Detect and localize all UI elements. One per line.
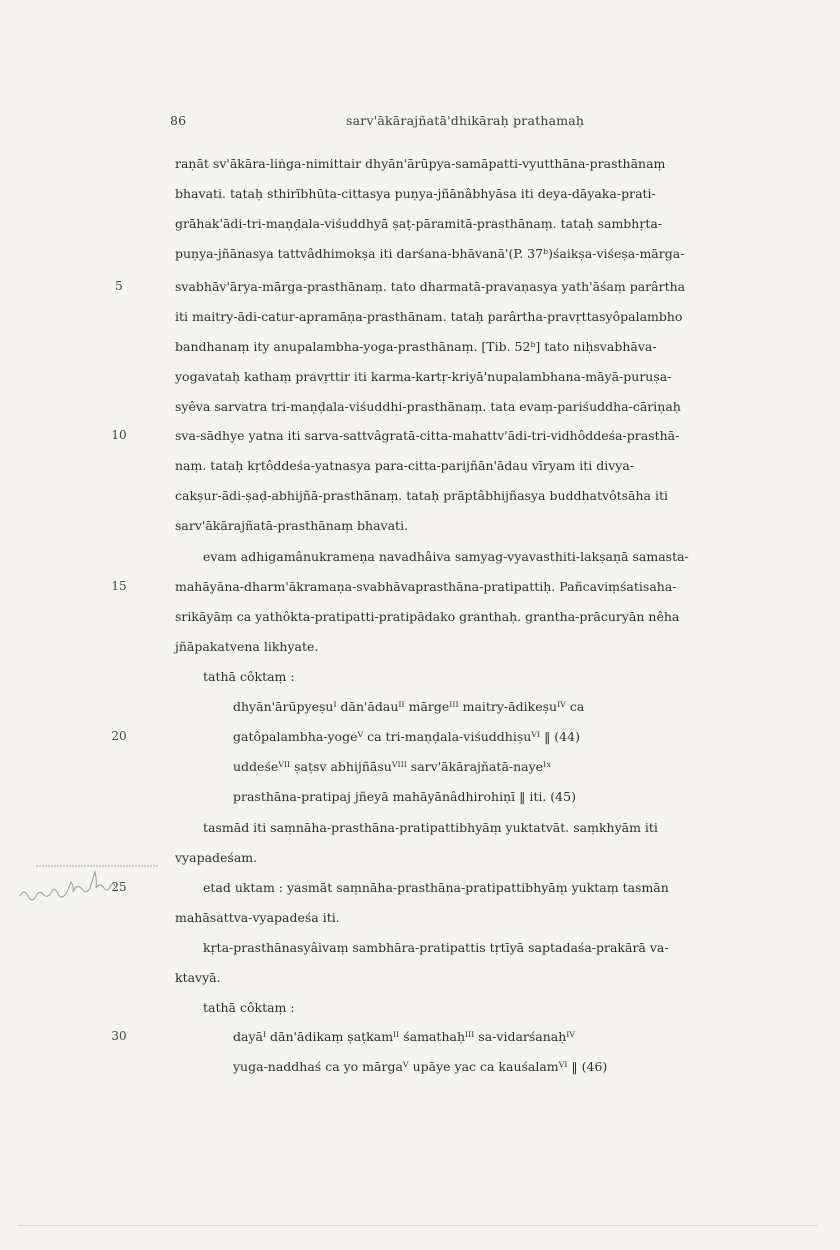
text-line: bandhanaṃ ity anupalambha-yoga-prasthānaṃ. [Tib. 52ᵇ] tato niḥsvabhāva- bbox=[175, 339, 657, 354]
text-line: kṛta-prasthānasyâivaṃ sambhāra-pratipattis tṛtīyā saptadaśa-prakārā va- bbox=[203, 940, 669, 955]
text-line: jñāpakatvena likhyate. bbox=[175, 639, 319, 654]
text-line: srikāyāṃ ca yathôkta-pratipatti-pratipādako granthaḥ. grantha-prācuryān nêha bbox=[175, 609, 680, 624]
line-number: 15 bbox=[111, 579, 127, 593]
line-number: 25 bbox=[111, 880, 127, 894]
text-line: uddeśeⱽᴵᴵ ṣaṭsv abhijñāsuⱽᴵᴵᴵ sarv'ākārajñatā-nayeᴵˣ bbox=[233, 759, 552, 774]
text-line: yuga-naddhaś ca yo mārgaⱽ upāye yac ca kauśalamⱽᴵ ‖ (46) bbox=[233, 1059, 608, 1074]
text-line: mahāyāna-dharm'ākramaṇa-svabhāvaprasthāna-pratipattiḥ. Pañcaviṃśatisaha- bbox=[175, 579, 677, 594]
text-line: etad uktam : yasmāt saṃnāha-prasthāna-pratipattibhyāṃ yuktaṃ tasmān bbox=[203, 880, 669, 895]
text-line: cakṣur-ādi-ṣaḍ-abhijñā-prasthānaṃ. tataḥ prāptâbhijñasya buddhatvôtsāha iti bbox=[175, 488, 669, 503]
text-line: iti maitry-ādi-catur-apramāṇa-prasthānam. tataḥ parârtha-pravṛttasyôpalambho bbox=[175, 309, 683, 324]
handwritten-margin-note bbox=[18, 858, 168, 908]
text-line: raṇāt sv'ākāra-liṅga-nimittair dhyān'ārūpya-samāpatti-vyutthāna-prasthānaṃ bbox=[175, 156, 666, 171]
text-line: tathā côktaṃ : bbox=[203, 669, 295, 684]
text-line: tasmād iti saṃnāha-prasthāna-pratipattibhyāṃ yuktatvāt. saṃkhyām iti bbox=[203, 820, 658, 835]
line-number: 20 bbox=[111, 729, 127, 743]
line-number: 10 bbox=[111, 428, 127, 442]
text-line: naṃ. tataḥ kṛtôddeśa-yatnasya para-citta-parijñān'ādau vīryam iti divya- bbox=[175, 458, 635, 473]
text-line: gatôpalambha-yogeⱽ ca tri-maṇḍala-viśuddhiṣuⱽᴵ ‖ (44) bbox=[233, 729, 580, 744]
text-line: prasthāna-pratipaj jñeyā mahāyānâdhirohiṇī ‖ iti. (45) bbox=[233, 789, 576, 804]
text-line: dayāᴵ dān'ādikaṃ ṣaṭkamᴵᴵ śamathaḥᴵᴵᴵ sa-vidarśanaḥᴵⱽ bbox=[233, 1029, 576, 1044]
text-line: tathā côktaṃ : bbox=[203, 1000, 295, 1015]
running-title: sarv'ākārajñatā'dhikāraḥ prathamaḥ bbox=[346, 113, 585, 128]
text-line: bhavati. tataḥ sthirībhūta-cittasya puṇya-jñānâbhyāsa iti deya-dāyaka-prati- bbox=[175, 186, 656, 201]
text-line: puṇya-jñānasya tattvâdhimokṣa iti darśana-bhāvanā'(P. 37ᵇ)śaikṣa-viśeṣa-mārga- bbox=[175, 246, 685, 261]
text-line: grāhak'ādi-tri-maṇḍala-viśuddhyā ṣaṭ-pāramitā-prasthānaṃ. tataḥ sambhṛta- bbox=[175, 216, 663, 231]
text-line: mahāsattva-vyapadeśa iti. bbox=[175, 910, 340, 925]
line-number: 5 bbox=[115, 279, 123, 293]
text-line: evam adhigamânukrameṇa navadhâiva samyag-vyavasthiti-lakṣaṇā samasta- bbox=[203, 549, 689, 564]
text-line: sarv'ākārajñatā-prasthānaṃ bhavati. bbox=[175, 518, 409, 533]
text-line: sva-sādhye yatna iti sarva-sattvâgratā-citta-mahattv'ādi-tri-vidhôddeśa-prasthā- bbox=[175, 428, 680, 443]
line-number: 30 bbox=[111, 1029, 127, 1043]
text-line: vyapadeśam. bbox=[175, 850, 258, 865]
text-line: yogavataḥ kathaṃ pravṛttir iti karma-kartṛ-kriyā'nupalambhana-māyā-puruṣa- bbox=[175, 369, 672, 384]
page-number: 86 bbox=[170, 113, 187, 128]
text-line: ktavyā. bbox=[175, 970, 221, 985]
text-line: svabhāv'ārya-mārga-prasthānaṃ. tato dharmatā-pravaṇasya yath'āśaṃ parârtha bbox=[175, 279, 686, 294]
text-line: dhyān'ārūpyeṣuᴵ dān'ādauᴵᴵ mārgeᴵᴵᴵ maitry-ādikeṣuᴵⱽ ca bbox=[233, 699, 585, 714]
text-line: syêva sarvatra tri-maṇḍala-viśuddhi-prasthānaṃ. tata evaṃ-pariśuddha-cāriṇaḥ bbox=[175, 399, 681, 414]
page-bottom-rule bbox=[18, 1225, 818, 1226]
